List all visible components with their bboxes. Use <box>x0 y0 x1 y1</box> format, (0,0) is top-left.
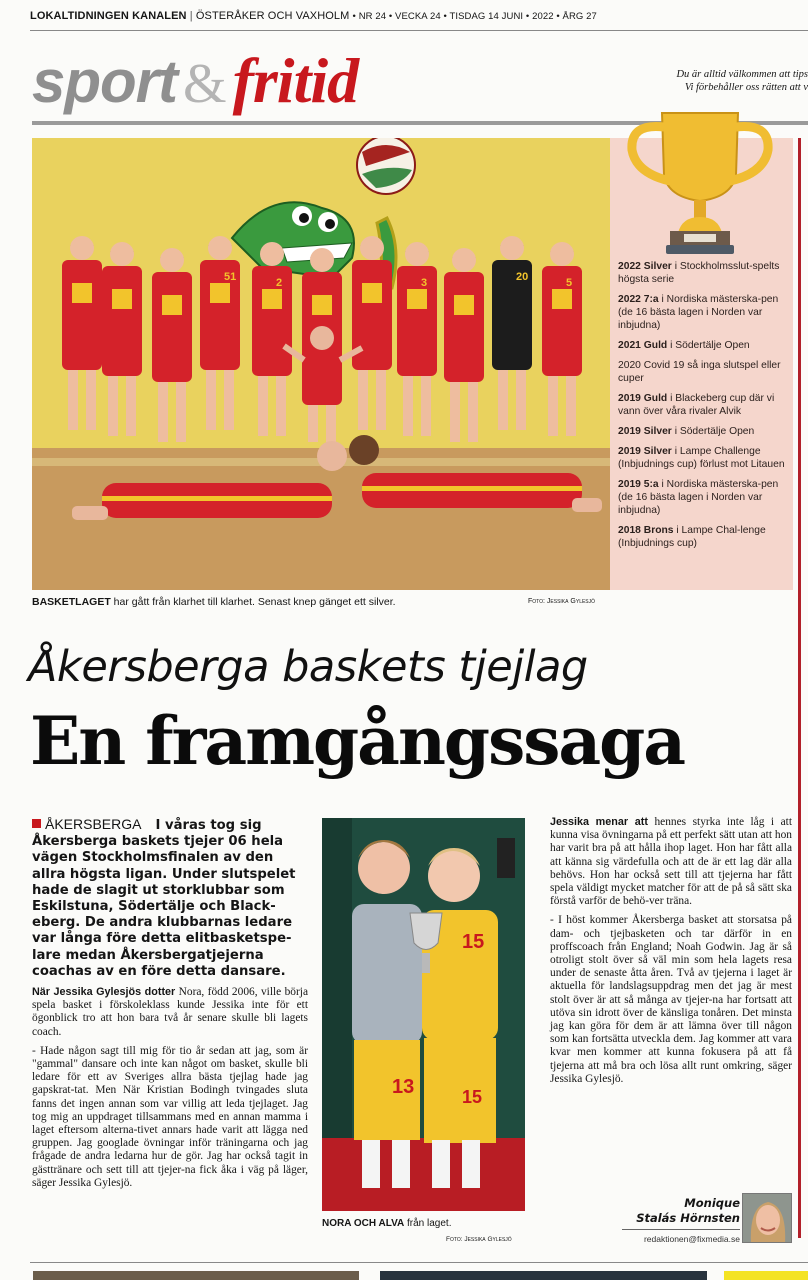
photo2-caption-lead: NORA OCH ALVA <box>322 1218 405 1229</box>
masthead <box>30 10 808 32</box>
masthead-separator: | <box>189 10 193 22</box>
honor-item <box>618 478 785 517</box>
section-word-fritid: fritid <box>232 45 359 116</box>
honor-description: i Lampe Chal-lenge (Inbjudnings cup) <box>618 525 766 549</box>
section-ampersand: & <box>183 53 227 115</box>
photo2-credit: Foto: Jessika Gylesjö <box>446 1236 512 1243</box>
section-title <box>32 44 358 116</box>
trophy-icon <box>622 105 778 255</box>
masthead-divider <box>30 30 808 31</box>
paragraph-text: - I höst kommer Åkersberga basket att storsatsa på dam- och tjejbasketen och tar därför in en proffscoach från England; Noah Godwin. Jag är så otroligt stolt över så väl min som hela lagets resa under de senaste åtta åren. Två av tjejerna i laget är aktuella för landslagsuppdrag men det jag är mest stolt över är att så många av tjejer-na har fortsatt att utöva sin idrott över de känsliga tonåren. Det minsta jag kan göra för dem är att lämna över till någon som kan fortsätta utveckla dem. Jag kommer att vara kvar men kommer att kunna fokusera på att få tjejerna att må bra och lösa allt runt omkring, säger Jessika Gylesjö. <box>550 914 792 1085</box>
author-name-line-1: Monique <box>684 1196 740 1210</box>
author-portrait <box>743 1194 792 1243</box>
jersey-number: 15 <box>462 931 485 953</box>
honor-description: i Södertälje Open <box>667 340 750 351</box>
masthead-issue-info: • NR 24 • VECKA 24 • TISDAG 14 JUNI • 2022 • ÅRG 27 <box>352 11 597 22</box>
jersey-number: 5 <box>566 277 573 289</box>
jersey-number: 3 <box>421 277 428 289</box>
honor-result: 2021 Guld <box>618 340 668 351</box>
honor-item <box>618 339 785 352</box>
author-email[interactable]: redaktionen@fixmedia.se <box>643 1234 740 1244</box>
nora-alva-photo <box>322 818 525 1211</box>
honor-item <box>618 425 785 438</box>
photo-caption-text: har gått från klarhet till klarhet. Senast knep gänget ett silver. <box>110 596 396 608</box>
honor-description: i Lampe Challenge (Inbjudnings cup) förlust mot Litauen <box>618 446 785 470</box>
tips-line-2: Vi förbehåller oss rätten att v <box>684 82 808 93</box>
section-word-sport: sport <box>32 48 177 115</box>
next-ad-teaser <box>380 1271 707 1280</box>
honor-result: 2018 Brons <box>618 525 674 536</box>
honor-description: i Nordiska mästerska-pen (de 16 bästa lagen i Norden var inbjudna) <box>618 479 779 516</box>
photo-caption-lead: BASKETLAGET <box>32 596 111 608</box>
article-body-left <box>32 986 308 1190</box>
jersey-number: 13 <box>392 1076 415 1098</box>
paragraph-text: hennes styrka inte låg i att kunna visa övningarna på ett perfekt sätt utan att hon har varit bra på att hålla ihop laget. Hon har fått alla att känna sig värdefulla och att de är ett lag där alla behövs. Hon har också sett till att tjejerna har fått spela väldigt mycket matcher för att de på så sätt ska förstå varför de behö-ver träna. <box>550 816 792 908</box>
article-kicker: Åkersberga baskets tjejlag <box>28 642 588 692</box>
honor-item <box>618 445 785 471</box>
honor-result: 2019 Silver <box>618 446 672 457</box>
dateline <box>32 816 141 832</box>
article-headline: En framgångssaga <box>30 702 685 780</box>
paragraph-lead: När Jessika Gylesjös dotter <box>32 986 176 999</box>
honor-item <box>618 392 785 418</box>
newspaper-name: LOKALTIDNINGEN KANALEN <box>30 10 187 22</box>
honor-result: 2022 Silver <box>618 261 672 272</box>
paragraph <box>550 816 792 908</box>
ingress-text: I våras tog sig Åkersberga baskets tjejer 06 hela vägen Stockholmsfinalen av den allra högsta ligan. Under slutspelet hade de slagit ut storklubbar som Eskilstuna, Södertälje och Black-eberg. De andra klubbarnas ledare var långa före detta elitbasketspe-lare medan Åkersbergatjejerna coachas av en före detta dansare. <box>32 818 296 979</box>
page-bottom-divider <box>30 1262 808 1263</box>
photo2-caption-text: från laget. <box>404 1218 452 1229</box>
jersey-number: 51 <box>224 271 237 283</box>
paragraph <box>32 1045 308 1190</box>
tips-line-1: Du är alltid välkommen att tips <box>676 69 808 80</box>
masthead-region: ÖSTERÅKER OCH VAXHOLM <box>195 10 350 22</box>
honor-item <box>618 293 785 332</box>
byline <box>622 1196 740 1244</box>
article-column-right <box>550 816 792 1092</box>
honor-item <box>618 359 785 385</box>
paragraph <box>550 914 792 1086</box>
article-column-left <box>32 816 308 1196</box>
dateline-square-icon <box>32 819 41 828</box>
volleyball-mural <box>357 138 415 194</box>
honor-result: 2019 Guld <box>618 393 668 404</box>
paragraph-text: Nora, född 2006, ville börja spela basket i förskoleklass kunde Jessika inte för ett ögonblick tro att hon bara två år senare skulle bli lagets coach. <box>32 986 308 1038</box>
photo-caption <box>32 596 592 608</box>
honor-description: i Stockholmsslut-spelts högsta serie <box>618 261 780 285</box>
honor-item <box>618 260 785 286</box>
tips-notice <box>618 68 808 94</box>
team-photo-illustration <box>32 138 610 590</box>
honor-description: i Södertälje Open <box>671 426 755 437</box>
honor-description: 2020 Covid 19 så inga slutspel eller cuper <box>618 360 781 384</box>
nora-alva-illustration <box>322 818 525 1211</box>
paragraph-text: - Hade någon sagt till mig för tio år sedan att jag, som är "gammal" dansare och inte kan något om basket, skulle bli ledare för ett av Sveriges allra bästa tjejlag hade jag gapskrat-tat. Men När Kristian Bodingh tvingades sluta fanns det ingen annan som var villig att leda tjejlaget. Jag tog mig an uppdraget tillsammans med en annan mamma i laget eftersom alterna-tivet annars hade varit att lägga ned gruppen. Jag googlade övningar inför träningarna och jag frågade de andra ledarna hur de gör. Jag har också tagit in gästtränare och sett till att tjejer-na fick åka i väg på läger, säger Jessika Gylesjö. <box>32 1044 308 1189</box>
photo-credit: Foto: Jessika Gylesjö <box>528 598 596 605</box>
article-body-right <box>550 816 792 1086</box>
photo2-caption <box>322 1218 451 1229</box>
honor-description: i Nordiska mästerska-pen (de 16 bästa lagen i Norden var inbjudna) <box>618 294 779 331</box>
honor-result: 2019 Silver <box>618 426 672 437</box>
honor-result: 2019 5:a <box>618 479 659 490</box>
author-name-line-2: Stalás Hörnsten <box>636 1211 740 1225</box>
paragraph <box>32 986 308 1039</box>
team-photo <box>32 138 610 590</box>
yellow-ad-teaser <box>724 1271 808 1280</box>
jersey-number: 20 <box>516 271 529 283</box>
page-edge-rule <box>798 138 801 1238</box>
byline-divider <box>622 1229 740 1230</box>
paragraph-lead: Jessika menar att <box>550 816 648 828</box>
jersey-number: 2 <box>276 277 283 289</box>
honor-item <box>618 524 785 550</box>
dateline-text: ÅKERSBERGA <box>45 816 142 832</box>
article-ingress <box>32 816 308 980</box>
next-article-teaser-image <box>33 1271 359 1280</box>
author-avatar <box>742 1193 792 1243</box>
honor-description: i Blackeberg cup där vi vann över våra rivaler Alvik <box>618 393 775 417</box>
jersey-number: 15 <box>462 1087 483 1107</box>
honor-result: 2022 7:a <box>618 294 659 305</box>
